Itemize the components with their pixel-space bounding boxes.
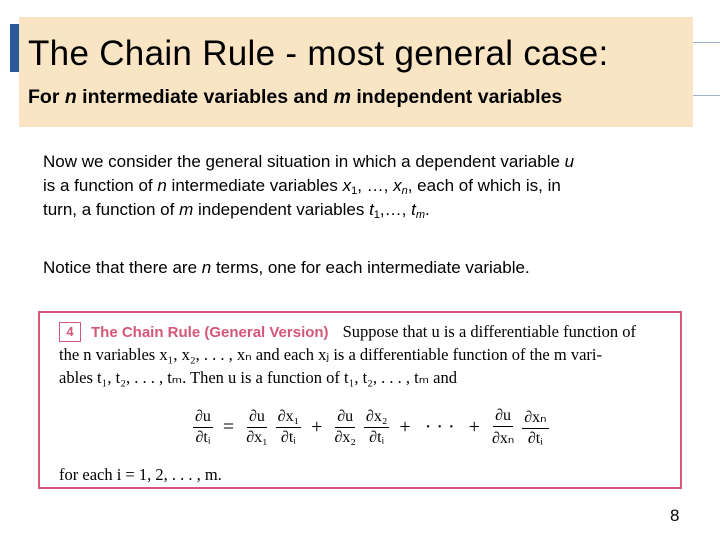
plus-sign: + — [468, 415, 480, 438]
theorem-line — [59, 321, 636, 344]
denominator: ∂x₁ — [246, 428, 268, 446]
numerator: ∂u — [335, 408, 355, 428]
theorem-text: Suppose that u is a differentiable function of — [342, 322, 636, 341]
numerator: ∂u — [247, 408, 267, 428]
ellipsis: · · · — [424, 415, 455, 438]
theorem-line: the n variables x₁, x₂, . . . , xₙ and each xⱼ is a differentiable function of the m vari- — [59, 345, 602, 364]
numerator: ∂xₙ — [522, 407, 548, 429]
numerator: ∂u — [493, 407, 513, 427]
theorem-line: for each i = 1, 2, . . . , m. — [59, 465, 222, 484]
fraction — [332, 408, 357, 447]
subscript: 1 — [373, 209, 380, 221]
denominator: ∂x₂ — [334, 428, 356, 446]
fraction — [276, 408, 301, 447]
theorem-number-badge: 4 — [59, 322, 81, 342]
numerator: ∂u — [193, 408, 213, 428]
var-x: x — [342, 176, 352, 195]
fraction — [490, 407, 516, 448]
denominator: ∂tᵢ — [280, 428, 296, 446]
subtitle-text: intermediate variables and — [76, 86, 334, 108]
text: , …, — [357, 176, 394, 195]
title-banner — [19, 17, 693, 127]
numerator: ∂x₂ — [364, 408, 389, 428]
theorem-box — [38, 311, 682, 489]
var-t: t — [411, 200, 416, 219]
equals-sign: = — [222, 415, 235, 438]
plus-sign: + — [311, 415, 323, 438]
fraction — [193, 408, 213, 447]
text: turn, a function of — [43, 200, 180, 219]
var-x: x — [393, 176, 402, 195]
subtitle-text: For — [28, 86, 65, 108]
text: . — [425, 200, 430, 219]
slide-subtitle — [28, 85, 562, 109]
slide-title: The Chain Rule - most general case: — [28, 34, 609, 73]
subtitle-var-m: m — [333, 86, 351, 108]
denominator: ∂tᵢ — [527, 429, 543, 447]
text: terms, one for each intermediate variable. — [211, 258, 530, 277]
subtitle-text: independent variables — [350, 86, 563, 108]
denominator: ∂tᵢ — [369, 428, 385, 446]
subscript: n — [401, 185, 408, 197]
note-paragraph — [43, 256, 683, 280]
var-u: u — [564, 152, 575, 171]
chain-rule-formula — [190, 401, 552, 453]
fraction — [244, 408, 269, 447]
theorem-line: ables t₁, t₂, . . . , tₘ. Then u is a function of t₁, t₂, . . . , tₘ and — [59, 368, 457, 387]
theorem-title: The Chain Rule (General Version) — [91, 324, 329, 341]
subscript: 1 — [351, 185, 358, 197]
text: independent variables — [193, 200, 370, 219]
subtitle-var-n: n — [64, 86, 77, 108]
text: ,…, — [379, 200, 412, 219]
text: Now we consider the general situation in which a dependent variable — [43, 152, 565, 171]
subscript: m — [415, 209, 425, 221]
denominator: ∂tᵢ — [195, 428, 211, 446]
fraction — [364, 408, 389, 447]
text: Notice that there are — [43, 258, 202, 277]
text: is a function of — [43, 176, 158, 195]
page-number: 8 — [670, 506, 680, 525]
plus-sign: + — [399, 415, 411, 438]
var-t: t — [369, 200, 374, 219]
text: intermediate variables — [166, 176, 343, 195]
numerator: ∂x₁ — [276, 408, 301, 428]
var-m: m — [179, 200, 194, 219]
text: , each of which is, in — [407, 176, 561, 195]
denominator: ∂xₙ — [491, 429, 515, 447]
intro-paragraph — [43, 150, 683, 222]
fraction — [522, 407, 548, 448]
var-n: n — [157, 176, 167, 195]
var-n: n — [201, 258, 212, 277]
